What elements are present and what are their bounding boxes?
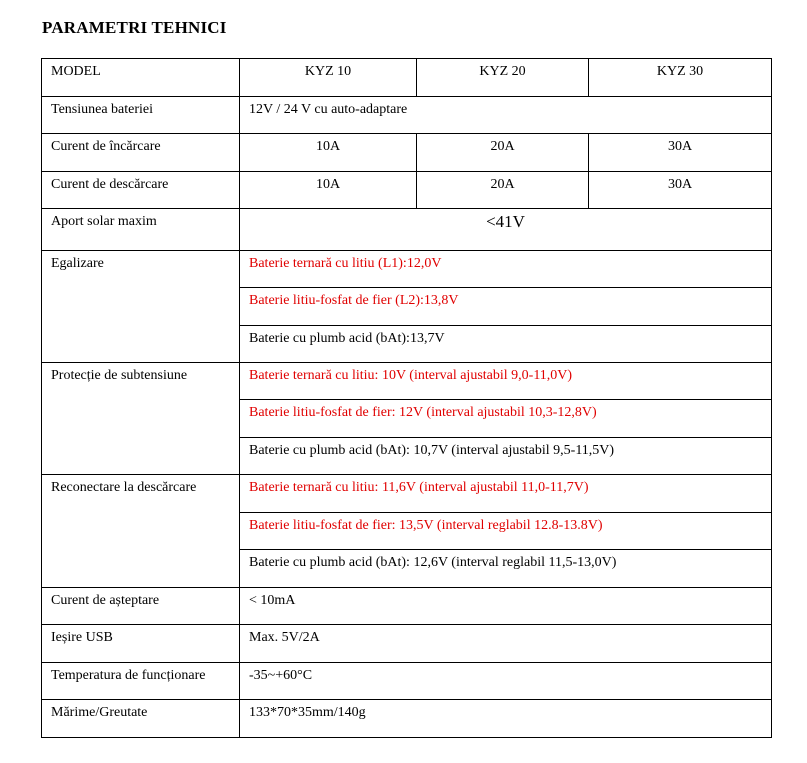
row-value: Baterie litiu-fosfat de fier (L2):13,8V	[240, 288, 772, 326]
row-value: 20A	[417, 134, 589, 172]
row-label: Curent de descărcare	[42, 172, 240, 209]
header-model-2: KYZ 20	[417, 59, 589, 97]
row-label: Tensiunea bateriei	[42, 97, 240, 134]
row-value: 10A	[240, 134, 417, 172]
row-label: Mărime/Greutate	[42, 700, 240, 738]
row-value: Baterie ternară cu litiu: 10V (interval ajustabil 9,0-11,0V)	[240, 363, 772, 400]
row-value: <41V	[240, 209, 772, 251]
header-model-1: KYZ 10	[240, 59, 417, 97]
table-row	[42, 172, 772, 209]
row-label: Temperatura de funcționare	[42, 663, 240, 700]
table-row	[42, 588, 772, 625]
table-row	[42, 625, 772, 663]
header-model: MODEL	[42, 59, 240, 97]
row-label: Protecție de subtensiune	[42, 363, 240, 475]
table-row	[42, 134, 772, 172]
row-value: 30A	[589, 134, 772, 172]
table-row	[42, 363, 772, 400]
row-label: Curent de încărcare	[42, 134, 240, 172]
row-value: Baterie cu plumb acid (bAt):13,7V	[240, 326, 772, 363]
row-value: Baterie ternară cu litiu: 11,6V (interval ajustabil 11,0-11,7V)	[240, 475, 772, 513]
row-value: < 10mA	[240, 588, 772, 625]
row-value: Baterie litiu-fosfat de fier: 12V (interval ajustabil 10,3-12,8V)	[240, 400, 772, 438]
row-value: 10A	[240, 172, 417, 209]
table-row	[42, 700, 772, 738]
table-row	[42, 663, 772, 700]
table-row	[42, 251, 772, 288]
row-label: Reconectare la descărcare	[42, 475, 240, 588]
table-row-header	[42, 59, 772, 97]
row-value: 12V / 24 V cu auto-adaptare	[240, 97, 772, 134]
table-row	[42, 209, 772, 251]
page-title: PARAMETRI TEHNICI	[42, 18, 227, 37]
row-label: Ieșire USB	[42, 625, 240, 663]
row-value: Baterie cu plumb acid (bAt): 12,6V (interval reglabil 11,5-13,0V)	[240, 550, 772, 588]
row-label: Curent de așteptare	[42, 588, 240, 625]
row-value: Baterie cu plumb acid (bAt): 10,7V (interval ajustabil 9,5-11,5V)	[240, 438, 772, 475]
row-value: 133*70*35mm/140g	[240, 700, 772, 738]
row-value: Baterie ternară cu litiu (L1):12,0V	[240, 251, 772, 288]
table-row	[42, 475, 772, 513]
row-value: Baterie litiu-fosfat de fier: 13,5V (interval reglabil 12.8-13.8V)	[240, 513, 772, 550]
specs-table	[41, 58, 772, 738]
row-label: Aport solar maxim	[42, 209, 240, 251]
row-value: 30A	[589, 172, 772, 209]
header-model-3: KYZ 30	[589, 59, 772, 97]
row-value: 20A	[417, 172, 589, 209]
table-row	[42, 97, 772, 134]
row-label: Egalizare	[42, 251, 240, 363]
row-value: Max. 5V/2A	[240, 625, 772, 663]
row-value: -35~+60°C	[240, 663, 772, 700]
